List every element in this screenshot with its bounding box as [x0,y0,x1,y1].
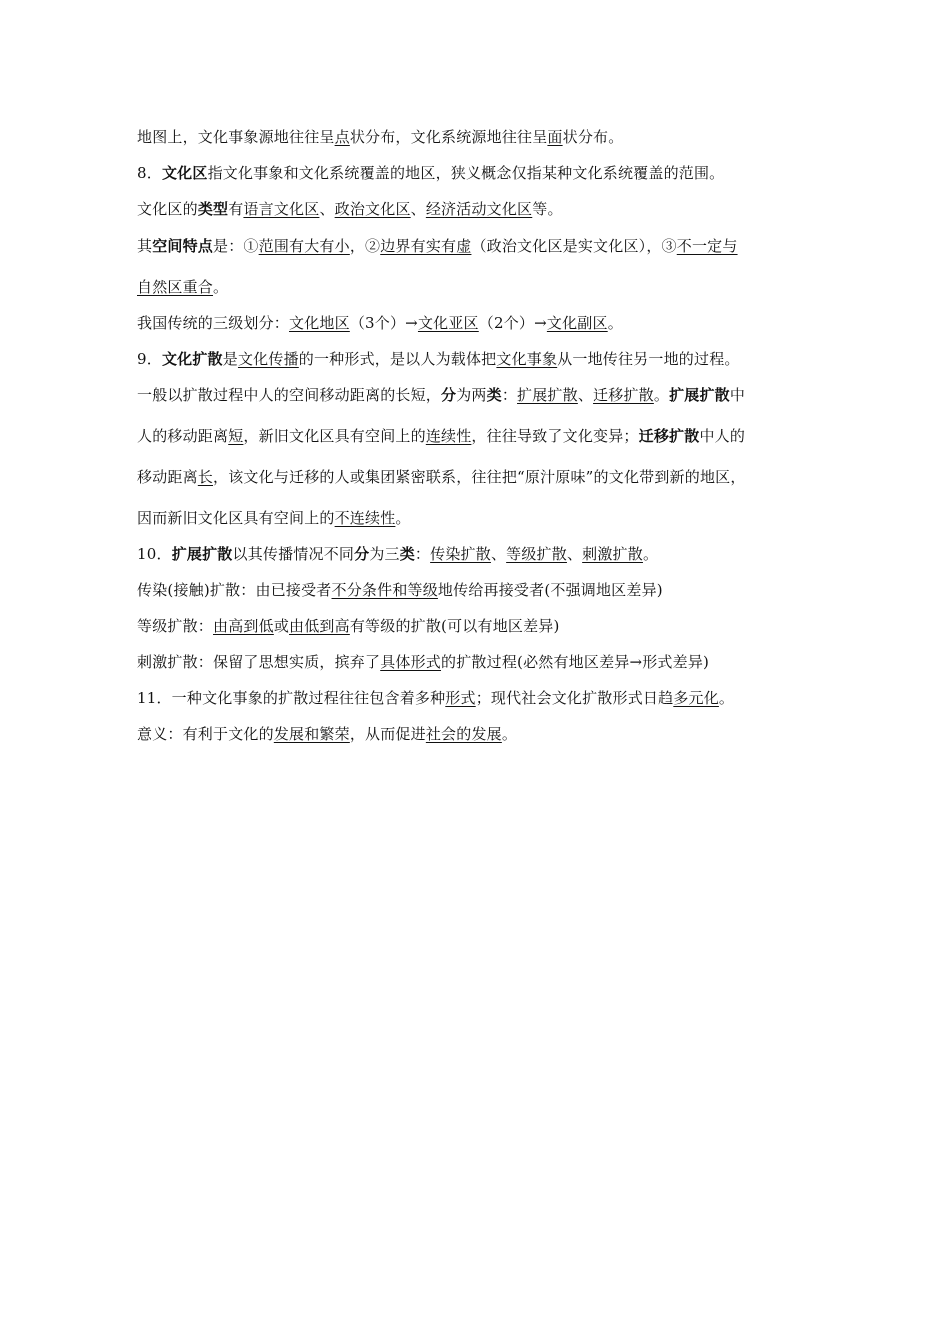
text-run: 地传给再接受者(不强调地区差异) [437,581,663,599]
text-run: 因而新旧文化区具有空间上的 [137,509,335,527]
text-run: 中人的 [699,427,746,445]
text-run: 10． [137,545,172,563]
text-run: 。 [653,386,670,404]
text-run: 中 [729,386,746,404]
text-run: 、 [319,200,335,218]
text-line [137,163,724,183]
underlined-term: 不分条件和等级 [331,581,438,599]
text-run: 。 [607,314,623,332]
underlined-term: 文化事象 [496,350,558,368]
bold-term: 扩展扩散 [171,545,233,563]
underlined-term: 发展和繁荣 [273,725,350,743]
text-run: 是：① [213,237,259,255]
underlined-term: 连续性 [425,427,472,445]
text-run: 等级扩散： [137,617,214,635]
text-run: ： [501,386,518,404]
underlined-term: 社会的发展 [425,725,502,743]
text-line [137,385,745,405]
text-run: ，从而促进 [349,725,426,743]
text-run: （3个）→ [349,314,418,332]
text-run: 其 [137,237,153,255]
text-run: 。 [213,278,229,296]
underlined-term: 传染扩散 [430,545,491,563]
underlined-term: 具体形式 [380,653,442,671]
bold-term: 文化扩散 [161,350,223,368]
underlined-term: 由低到高 [289,617,350,635]
text-run: 、 [566,545,583,563]
text-run: 移动距离 [137,468,198,486]
text-run: 等。 [532,200,563,218]
text-line [137,199,563,219]
text-run: 状分布。 [562,128,624,146]
text-line [137,652,709,672]
bold-term: 类 [486,386,502,404]
bold-term: 分 [441,386,457,404]
text-run: 状分布，文化系统源地往往呈 [349,128,548,146]
text-line [137,580,663,600]
underlined-term: 长 [197,468,214,486]
bold-term: 扩展扩散 [669,386,730,404]
text-line [137,508,411,528]
text-run: 刺激扩散：保留了思想实质，摈弃了 [137,653,381,671]
text-run: 的一种形式，是以人为载体把 [298,350,497,368]
text-run: ，该文化与迁移的人或集团紧密联系，往往把“原汁原味”的文化带到新的地区， [213,468,746,486]
text-run: 或 [273,617,290,635]
underlined-term: 语言文化区 [243,200,320,218]
underlined-term: 扩展扩散 [517,386,578,404]
text-line [137,349,740,369]
underlined-term: 面 [547,128,563,146]
underlined-term: 文化传播 [237,350,299,368]
bold-term: 分 [354,545,370,563]
bold-term: 类 [399,545,415,563]
text-run: 。 [642,545,659,563]
underlined-term: 迁移扩散 [593,386,654,404]
text-line [137,688,734,708]
text-run: 以其传播情况不同 [232,545,355,563]
text-run: 、 [410,200,426,218]
underlined-term: 刺激扩散 [582,545,643,563]
bold-term: 类型 [197,200,229,218]
text-line [137,236,738,256]
text-run: ： [414,545,431,563]
text-run: 8． [137,164,162,182]
underlined-term: 经济活动文化区 [425,200,533,218]
text-run: ，新旧文化区具有空间上的 [243,427,426,445]
text-run: ，往往导致了文化变异； [471,427,639,445]
underlined-term: 多元化 [673,689,719,707]
text-line [137,277,228,297]
text-run: 。 [718,689,735,707]
text-line [137,313,623,333]
underlined-term: 范围有大有小 [258,237,350,255]
text-run: ，② [349,237,381,255]
text-run: 为两 [456,386,487,404]
text-run: 为三 [369,545,400,563]
text-run: 传染(接触)扩散：由已接受者 [137,581,332,599]
text-run: 文化区的 [137,200,198,218]
text-run: （2个）→ [478,314,547,332]
text-run: ；现代社会文化扩散形式日趋 [475,689,674,707]
text-run: 地图上，文化事象源地往往呈 [137,128,335,146]
underlined-term: 边界有实有虚 [380,237,472,255]
bold-term: 迁移扩散 [638,427,700,445]
text-run: 是 [222,350,238,368]
text-run: 的扩散过程(必然有地区差异→形式差异) [441,653,710,671]
text-run: （政治文化区是实文化区），③ [471,237,677,255]
underlined-term: 由高到低 [213,617,274,635]
text-run: 意义：有利于文化的 [137,725,274,743]
underlined-term: 形式 [445,689,476,707]
underlined-term: 政治文化区 [334,200,411,218]
text-run: 。 [395,509,411,527]
text-run: 人的移动距离 [137,427,229,445]
underlined-term: 不一定与 [676,237,738,255]
text-line [137,467,746,487]
text-line [137,426,745,446]
text-run: 、 [490,545,507,563]
text-line [137,544,658,564]
bold-term: 空间特点 [152,237,214,255]
underlined-term: 点 [334,128,350,146]
underlined-term: 文化地区 [289,314,350,332]
text-run: 、 [577,386,594,404]
text-run: 一般以扩散过程中人的空间移动距离的长短， [137,386,442,404]
underlined-term: 文化亚区 [417,314,479,332]
text-run: 我国传统的三级划分： [137,314,290,332]
text-run: 11．一种文化事象的扩散过程往往包含着多种 [137,689,446,707]
text-run: 9． [137,350,162,368]
underlined-term: 文化副区 [546,314,608,332]
underlined-term: 短 [228,427,244,445]
text-run: 。 [501,725,518,743]
bold-term: 文化区 [161,164,208,182]
text-run: 指文化事象和文化系统覆盖的地区，狭义概念仅指某种文化系统覆盖的范围。 [207,164,725,182]
text-line [137,616,560,636]
text-run: 从一地传往另一地的过程。 [557,350,740,368]
underlined-term: 不连续性 [334,509,396,527]
text-run: 有 [228,200,244,218]
underlined-term: 等级扩散 [506,545,567,563]
text-line [137,127,623,147]
underlined-term: 自然区重合 [137,278,214,296]
text-run: 有等级的扩散(可以有地区差异) [349,617,560,635]
text-line [137,724,517,744]
